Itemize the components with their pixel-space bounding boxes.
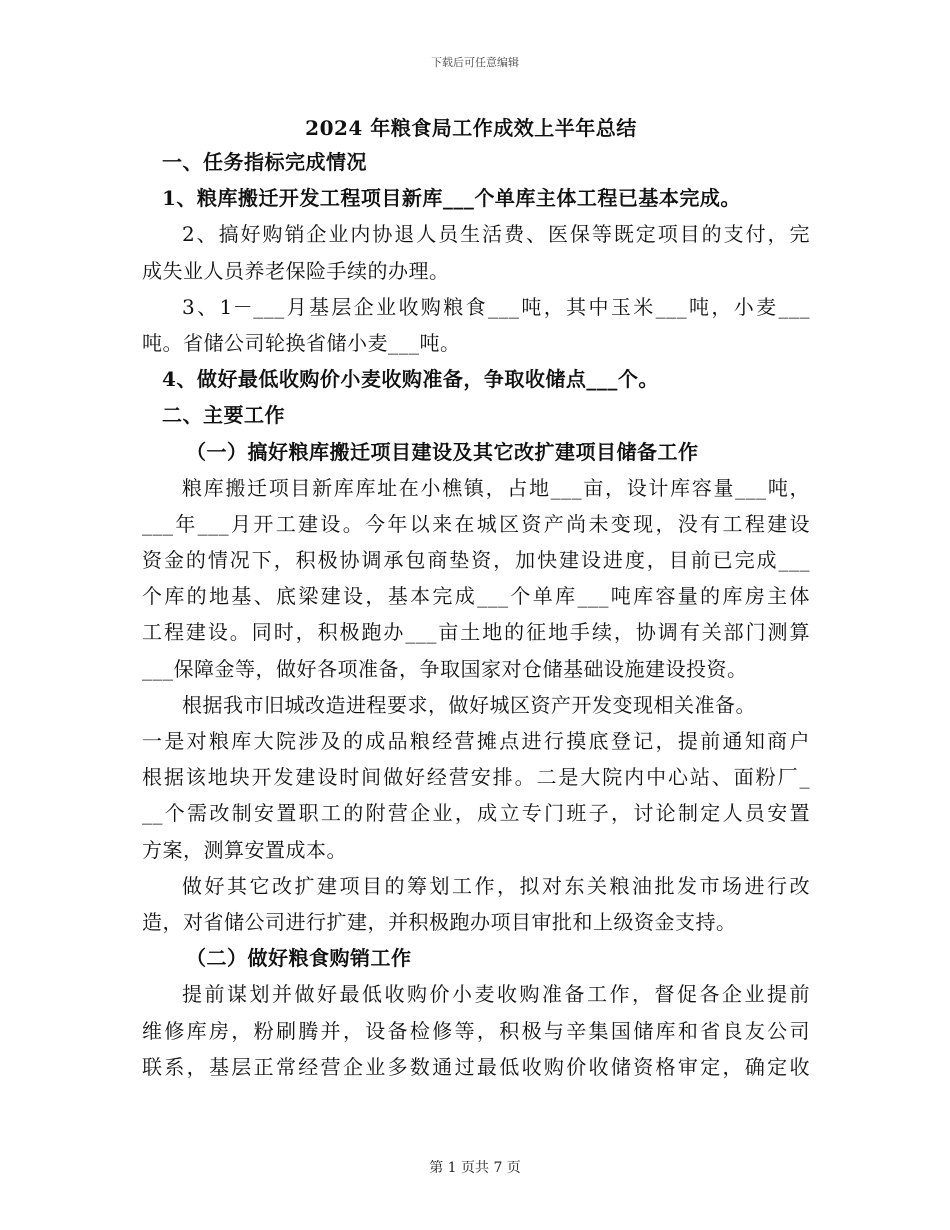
paragraph-line: 成失业人员养老保险手续的办理。 bbox=[142, 258, 450, 283]
section-heading: 二、主要工作 bbox=[162, 403, 285, 428]
paragraph-line: 做好其它改扩建项目的筹划工作，拟对东关粮油批发市场进行改 bbox=[182, 873, 810, 898]
paragraph-line: 一是对粮库大院涉及的成品粮经营摊点进行摸底登记，提前通知商户 bbox=[142, 729, 810, 753]
paragraph-line: 资金的情况下，积极协调承包商垫资，加快建设进度，目前已完成___ bbox=[142, 548, 810, 573]
paragraph-line: __个需改制安置职工的附营企业，成立专门班子，讨论制定人员安置 bbox=[142, 801, 810, 826]
subsection-heading: （一）搞好粮库搬迁项目建设及其它改扩建项目储备工作 bbox=[186, 439, 699, 464]
paragraph-line: 根据该地块开发建设时间做好经营安排。二是大院内中心站、面粉厂_ bbox=[142, 765, 810, 790]
paragraph-line: 方案，测算安置成本。 bbox=[142, 837, 347, 862]
paragraph-line: 工程建设。同时，积极跑办___亩土地的征地手续，协调有关部门测算 bbox=[142, 620, 810, 645]
subsection-heading: （二）做好粮食购销工作 bbox=[186, 946, 412, 971]
header-note: 下载后可任意编辑 bbox=[431, 56, 519, 69]
paragraph-line: 维修库房，粉刷腾并，设备检修等，积极与辛集国储库和省良友公司 bbox=[142, 1018, 810, 1043]
task-item-4: 4、做好最低收购价小麦收购准备，争取收储点___个。 bbox=[162, 367, 659, 392]
paragraph-line: 联系，基层正常经营企业多数通过最低收购价收储资格审定，确定收 bbox=[142, 1054, 810, 1079]
document-title: 2024 年粮食局工作成效上半年总结 bbox=[305, 116, 637, 140]
paragraph-line: ___年___月开工建设。今年以来在城区资产尚未变现，没有工程建设 bbox=[142, 511, 810, 536]
task-item-2: 2、搞好购销企业内协退人员生活费、医保等既定项目的支付，完 bbox=[182, 222, 810, 247]
paragraph-line: ___保障金等，做好各项准备，争取国家对仓储基础设施建设投资。 bbox=[142, 656, 748, 681]
paragraph-line: 粮库搬迁项目新库库址在小樵镇，占地___亩，设计库容量___吨， bbox=[182, 475, 810, 500]
document-body bbox=[142, 112, 810, 1085]
paragraph-line: 造，对省储公司进行扩建，并积极跑办项目审批和上级资金支持。 bbox=[142, 909, 737, 934]
page-number: 第 1 页共 7 页 bbox=[429, 1160, 521, 1176]
paragraph-line: 吨。省储公司轮换省储小麦___吨。 bbox=[142, 330, 461, 355]
task-item-3: 3、1－___月基层企业收购粮食___吨，其中玉米___吨，小麦___ bbox=[182, 294, 810, 319]
paragraph-line: 个库的地基、底梁建设，基本完成___个单库___吨库容量的库房主体 bbox=[142, 584, 810, 609]
task-item-1: 1、粮库搬迁开发工程项目新库___个单库主体工程已基本完成。 bbox=[162, 186, 741, 211]
paragraph-line: 提前谋划并做好最低收购价小麦收购准备工作，督促各企业提前 bbox=[182, 982, 810, 1007]
paragraph-line: 根据我市旧城改造进程要求，做好城区资产开发变现相关准备。 bbox=[182, 692, 756, 717]
section-heading: 一、任务指标完成情况 bbox=[162, 150, 367, 174]
